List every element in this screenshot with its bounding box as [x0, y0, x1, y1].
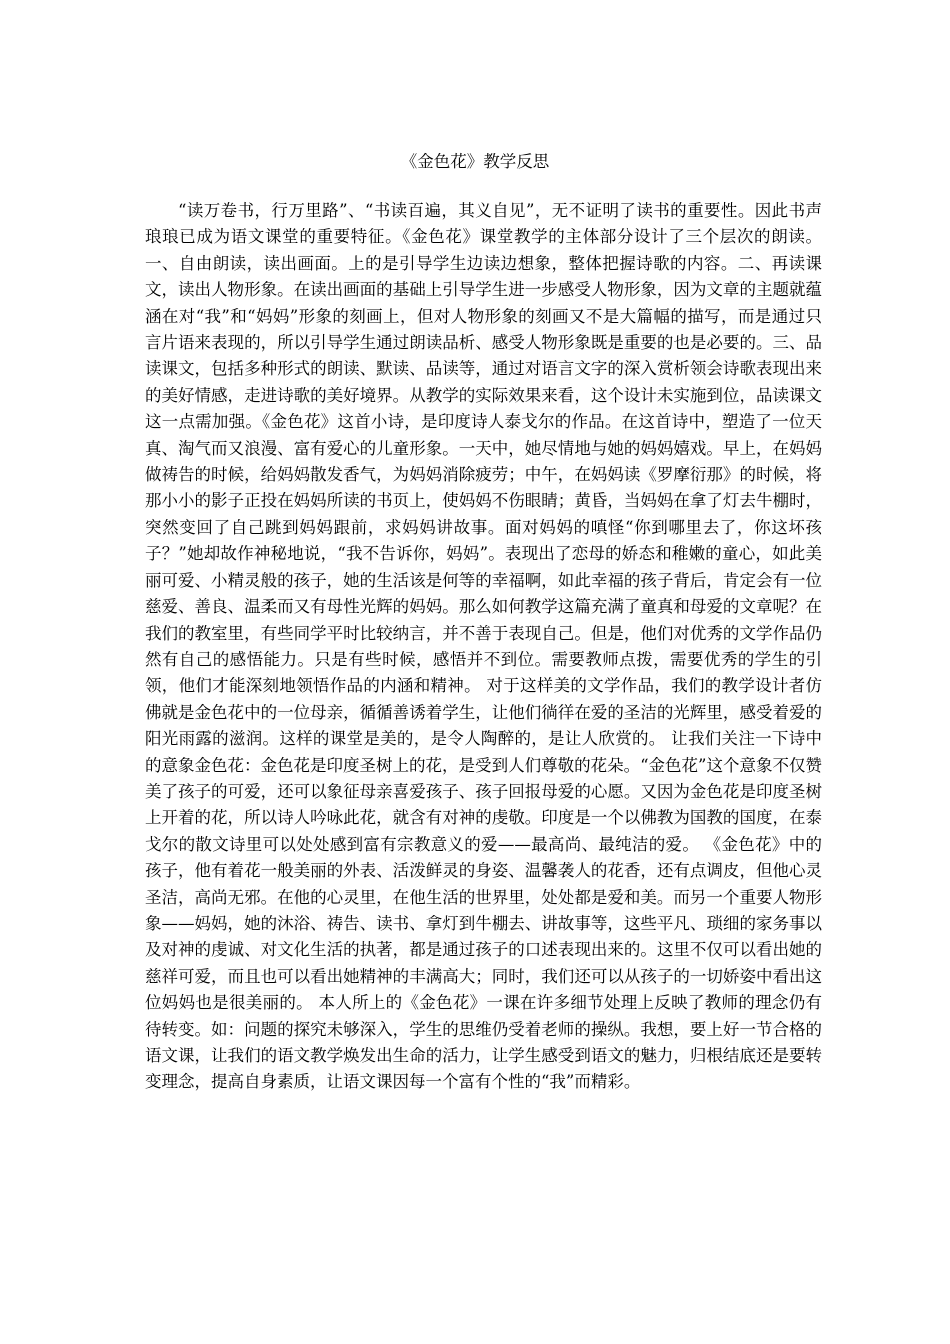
document-title: 《金色花》教学反思 — [400, 152, 550, 171]
body-paragraph: “读万卷书，行万里路”、“书读百遍，其义自见”，无不证明了读书的重要性。因此书声琅琅已成为语文课堂的重要特征。《金色花》课堂教学的主体部分设计了三个层次的朗读。一、自由朗读，读出画面。上的是引导学生边读边想象，整体把握诗歌的内容。二、再读课文，读出人物形象。在读出画面的基础上引导学生进一步感受人物形象，因为文章的主题就蕴涵在对“我”和“妈妈”形象的刻画上，但对人物形象的刻画又不是大篇幅的描写，而是通过只言片语来表现的，所以引导学生通过朗读品析、感受人物形象既是重要的也是必要的。三、品读课文，包括多种形式的朗读、默读、品读等，通过对语言文字的深入赏析领会诗歌表现出来的美好情感，走进诗歌的美好境界。从教学的实际效果来看，这个设计未实施到位，品读课文这一点需加强。《金色花》这首小诗，是印度诗人泰戈尔的作品。在这首诗中，塑造了一位天真、淘气而又浪漫、富有爱心的儿童形象。一天中，她尽情地与她的妈妈嬉戏。早上，在妈妈做祷告的时候，给妈妈散发香气，为妈妈消除疲劳；中午，在妈妈读《罗摩衍那》的时候，将那小小的影子正投在妈妈所读的书页上，使妈妈不伤眼睛；黄昏，当妈妈在拿了灯去牛棚时，突然变回了自己跳到妈妈跟前，求妈妈讲故事。面对妈妈的嗔怪“你到哪里去了，你这坏孩子？”她却故作神秘地说，“我不告诉你，妈妈”。表现出了恋母的娇态和稚嫩的童心，如此美丽可爱、小精灵般的孩子，她的生活该是何等的幸福啊，如此幸福的孩子背后，肯定会有一位慈爱、善良、温柔而又有母性光辉的妈妈。那么如何教学这篇充满了童真和母爱的文章呢？在我们的教室里，有些同学平时比较纳言，并不善于表现自己。但是，他们对优秀的文学作品仍然有自己的感悟能力。只是有些时候，感悟并不到位。需要教师点拨，需要优秀的学生的引领，他们才能深刻地领悟作品的内涵和精神。 对于这样美的文学作品，我们的教学设计者仿佛就是金色花中的一位母亲，循循善诱着学生，让他们徜徉在爱的圣洁的光辉里，感受着爱的阳光雨露的滋润。这样的课堂是美的，是令人陶醉的，是让人欣赏的。 让我们关注一下诗中的意象金色花：金色花是印度圣树上的花，是受到人们尊敬的花朵。“金色花”这个意象不仅赞美了孩子的可爱，还可以象征母亲喜爱孩子、孩子回报母爱的心愿。又因为金色花是印度圣树上开着的花，所以诗人吟咏此花，就含有对神的虔敬。印度是一个以佛教为国教的国度，在泰戈尔的散文诗里可以处处感到富有宗教意义的爱——最高尚、最纯洁的爱。 《金色花》中的孩子，他有着花一般美丽的外表、活泼鲜灵的身姿、温馨袭人的花香，还有点调皮，但他心灵圣洁，高尚无邪。在他的心灵里，在他生活的世界里，处处都是爱和美。而另一个重要人物形象——妈妈，她的沐浴、祷告、读书、拿灯到牛棚去、讲故事等，这些平凡、琐细的家务事以及对神的虔诚、对文化生活的执著，都是通过孩子的口述表现出来的。这里不仅可以看出她的慈祥可爱，而且也可以看出她精神的丰满高大；同时，我们还可以从孩子的一切娇姿中看出这位妈妈也是很美丽的。 本人所上的《金色花》一课在许多细节处理上反映了教师的理念仍有待转变。如：问题的探究未够深入，学生的思维仍受着老师的操纵。我想，要上好一节合格的语文课，让我们的语文教学焕发出生命的活力，让学生感受到语文的魅力，归根结底还是要转变理念，提高自身素质，让语文课因每一个富有个性的“我”而精彩。 — [145, 201, 822, 1092]
